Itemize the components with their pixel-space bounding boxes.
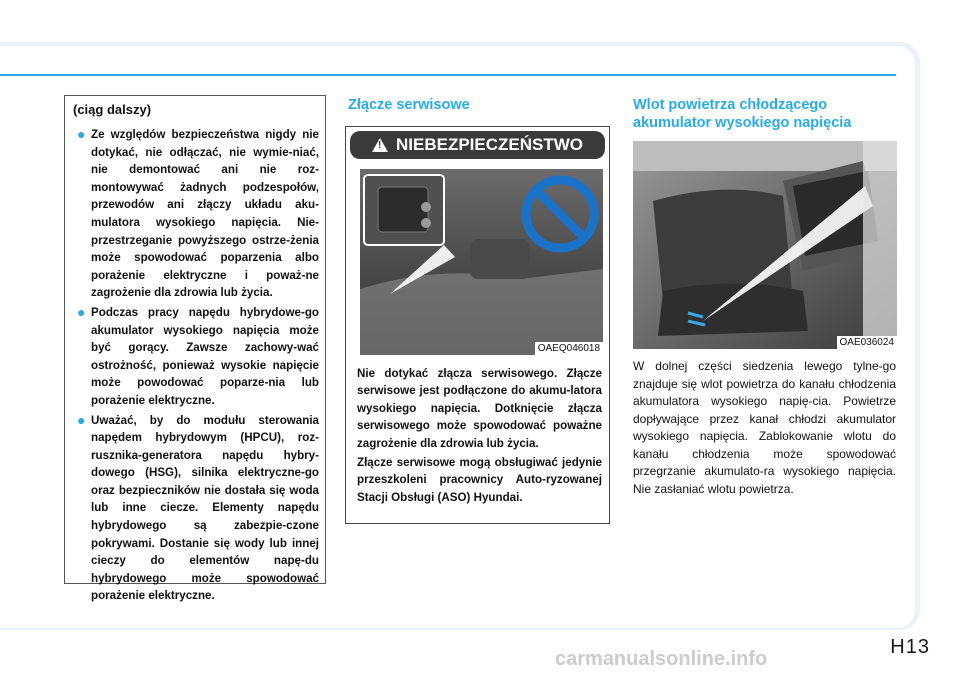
bullet-text: Ze względów bezpieczeństwa nigdy nie dotykać, nie odłączać, nie wymie-niać, nie demontować ani nie roz-montowywać żadnych podzespołów, przewodów ani złączy układu aku-mulatora wysokiego napięcia. Nie-przestrzeganie powyższego ostrze-żenia może spowodować poparzenia albo porażenie elektryczne i poważ-ne zagrożenie dla zdrowia lub życia. xyxy=(91,128,319,300)
bullet-item xyxy=(73,304,319,410)
bullet-item xyxy=(73,126,319,302)
heading-line: akumulator wysokiego napięcia xyxy=(633,115,852,131)
danger-paragraph: Nie dotykać złącza serwisowego. Złącze serwisowe jest podłączone do akumu-latora wysokiego napięcia. Dotknięcie złącza serwisowego może spowodować poważne zagrożenie dla zdrowia lub życia. xyxy=(357,367,602,450)
service-connector-image xyxy=(360,169,603,355)
continued-bullets xyxy=(73,126,319,605)
danger-box xyxy=(345,126,610,524)
bullet-text: Uważać, by do modułu sterowania napędem hybrydowym (HPCU), roz-rusznika-generatora napędu hybry-dowego (HSG), silnika elektryczne-go oraz bezpieczników nie dostała się woda lub inne ciecze. Elementy napędu hybrydowego są zabezpie-czone pokrywami. Dostanie się wody lub innej cieczy do elementów napę-du hybrydowego może spowodować porażenie elektryczne. xyxy=(91,413,319,603)
danger-label: NIEBEZPIECZEŃSTWO xyxy=(395,135,583,154)
top-rule xyxy=(0,74,896,76)
air-inlet-heading xyxy=(633,96,903,132)
heading-line: Wlot powietrza chłodzącego xyxy=(633,97,828,113)
air-inlet-text: W dolnej części siedzenia lewego tylne-go znajduje się wlot powietrza do kanału chłodzenia akumulatora wysokiego napię-cia. Powietrze dopływające przez kanał chłodzi akumulator wysokiego napięcia. Zablokowanie wlotu do kanału chłodzenia może spowodować przegrzanie akumulato-ra wysokiego napięcia. Nie zasłaniać wlotu powietrza. xyxy=(633,359,896,496)
service-connector-illustration xyxy=(360,169,603,355)
image-code: OAEQ046018 xyxy=(535,342,603,355)
warning-triangle-icon: ! xyxy=(372,138,388,152)
continued-title: (ciąg dalszy) xyxy=(73,102,152,117)
bullet-dot-icon: ● xyxy=(77,126,86,142)
danger-text xyxy=(357,365,602,508)
bullet-dot-icon: ● xyxy=(77,303,86,320)
image-code: OAE036024 xyxy=(837,336,898,349)
danger-header xyxy=(350,131,605,159)
service-connector-heading: Złącze serwisowe xyxy=(348,97,470,113)
watermark: carmanualsonline.info xyxy=(555,648,768,670)
air-inlet-image xyxy=(633,141,897,349)
bullet-dot-icon: ● xyxy=(77,411,86,428)
continued-warning-box xyxy=(64,95,326,603)
rear-seat-illustration xyxy=(633,141,897,349)
page-number: H13 xyxy=(890,636,930,658)
bullet-item xyxy=(73,412,319,606)
bullet-text: Podczas pracy napędu hybrydowe-go akumulator wysokiego napięcia może być gorący. Zawsze zachowy-wać ostrożność, ponieważ wysokie napięcie może powodować poparze-nia lub porażenie elektryczne. xyxy=(91,305,319,407)
danger-paragraph: Złącze serwisowe mogą obsługiwać jedynie przeszkoleni pracownicy Auto-ryzowanej Stacji Obsługi (ASO) Hyundai. xyxy=(357,456,602,504)
